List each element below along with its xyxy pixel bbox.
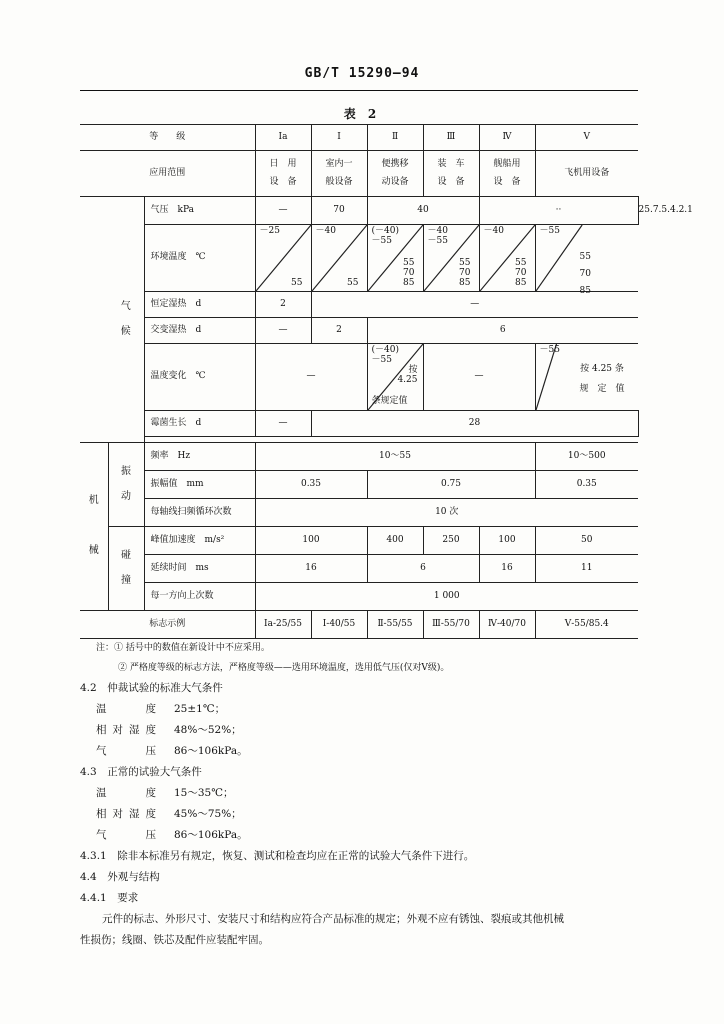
condition-value: 86～106kPa。 [174, 829, 248, 841]
table-row [80, 344, 638, 411]
vib-freq-value: 10～55 [255, 443, 535, 471]
ambient-high: 55 [347, 278, 359, 289]
table-row [80, 443, 638, 471]
table-row [80, 411, 638, 437]
condition-value: 25±1℃； [174, 703, 226, 715]
vib-amp-value: 0.35 [535, 471, 638, 499]
steady-heat-label: 恒定湿热 d [144, 292, 255, 318]
mech-group-label: 机 械 [80, 443, 108, 611]
temp-change-low: (－40) －55 [371, 345, 399, 365]
shock-count-value: 1 000 [255, 583, 638, 611]
ambient-temp-cell [535, 225, 638, 297]
condition-label: 相对湿度 [96, 808, 156, 820]
clause-text: 4.3.1 除非本标准另有规定，恢复、测试和检查均应在正常的试验大气条件下进行。 [80, 850, 475, 862]
condition-value: 45%～75%； [174, 808, 242, 820]
pressure-value: — [255, 197, 311, 225]
cyclic-heat-value: — [255, 318, 311, 344]
ambient-high: 55 70 85 [515, 258, 527, 289]
temp-change-ref-tail: 条规定值 [371, 395, 408, 406]
temp-change-low: －55 [539, 345, 560, 355]
cyclic-heat-value: 2 [311, 318, 367, 344]
marking-value: Ⅴ-55/85.4 [535, 611, 638, 639]
vib-amp-value: 0.75 [367, 471, 535, 499]
ambient-low: －40 [483, 226, 504, 236]
ambient-temp-cell [367, 225, 423, 292]
table-row [80, 499, 638, 527]
marking-value: Ⅰ-40/55 [311, 611, 367, 639]
condition-label: 气压 [96, 745, 156, 757]
vib-freq-label: 频率 Hz [144, 443, 255, 471]
ambient-low: (－40) －55 [371, 226, 399, 246]
table-row [80, 611, 638, 639]
mold-label: 霉菌生长 d [144, 411, 255, 437]
mold-value: — [255, 411, 311, 437]
scope-label: 应用范围 [80, 151, 255, 197]
shock-dur-value: 16 [255, 555, 367, 583]
scope-6: 飞机用设备 [535, 151, 638, 197]
pressure-label: 气压 kPa [144, 197, 255, 225]
marking-value: Ⅲ-55/70 [423, 611, 479, 639]
table-note: 注：① 括号中的数值在新设计中不应采用。 [96, 643, 270, 653]
ambient-temp-cell [423, 225, 479, 292]
table-row [80, 125, 638, 151]
table-note: ② 严格度等级的标志方法，严格度等级——选用环境温度，选用低气压(仅对Ⅴ级)。 [118, 663, 450, 673]
pressure-value: ·· [479, 197, 638, 225]
steady-heat-value: — [311, 292, 638, 318]
condition-label: 温度 [96, 787, 156, 799]
temp-change-cell [367, 344, 423, 411]
marking-value: Ⅰa-25/55 [255, 611, 311, 639]
section-heading: 4.4 外观与结构 [80, 871, 160, 883]
table-row [80, 471, 638, 499]
cyclic-heat-value: 6 [367, 318, 638, 344]
climate-group-label: 气 候 [108, 197, 144, 443]
marking-value: Ⅳ-40/70 [479, 611, 535, 639]
section-heading: 4.4.1 要求 [80, 892, 139, 904]
table-caption: 表 2 [343, 107, 381, 121]
shock-accel-value: 50 [535, 527, 638, 555]
condition-row [96, 722, 242, 737]
condition-row [96, 827, 248, 842]
condition-row [96, 743, 248, 758]
cyclic-heat-label: 交变湿热 d [144, 318, 255, 344]
shock-accel-value: 250 [423, 527, 479, 555]
table-row [80, 555, 638, 583]
section-heading: 4.3 正常的试验大气条件 [80, 766, 202, 778]
shock-label: 碰 撞 [108, 527, 144, 611]
section-heading: 4.2 仲裁试验的标准大气条件 [80, 682, 223, 694]
table-row [80, 318, 638, 344]
condition-label: 相对湿度 [96, 724, 156, 736]
marking-label: 标志示例 [80, 611, 255, 639]
scope-2: 室内一 般设备 [311, 151, 367, 197]
shock-accel-label: 峰值加速度 m/s² [144, 527, 255, 555]
ambient-temp-label: 环境温度 ℃ [144, 225, 255, 292]
shock-accel-value: 100 [479, 527, 535, 555]
ambient-low: －25 [259, 226, 280, 236]
table-row [80, 225, 638, 292]
temp-change-ref: 按 4.25 条 规 定 值 [579, 364, 625, 394]
ambient-high: 55 70 85 [579, 252, 591, 297]
ambient-high: 55 [291, 278, 303, 289]
condition-value: 15～35℃； [174, 787, 234, 799]
marking-value: Ⅱ-55/55 [367, 611, 423, 639]
body-text: 元件的标志、外形尺寸、安装尺寸和结构应符合产品标准的规定；外观不应有锈蚀、裂痕或其他机械 [102, 913, 564, 925]
shock-accel-value: 100 [255, 527, 367, 555]
ambient-low: －40 －55 [427, 226, 448, 246]
steady-heat-value: 2 [255, 292, 311, 318]
ambient-high: 55 70 85 [403, 258, 415, 289]
table-row [80, 527, 638, 555]
grade-2: Ⅰ [311, 125, 367, 151]
shock-dur-value: 11 [535, 555, 638, 583]
grade-1: Ⅰa [255, 125, 311, 151]
vib-amp-label: 振幅值 mm [144, 471, 255, 499]
pressure-value: 70 [311, 197, 367, 225]
condition-row [96, 701, 225, 716]
vibration-label: 振 动 [108, 443, 144, 527]
scope-4: 装 车 设 备 [423, 151, 479, 197]
temp-change-value: — [255, 344, 367, 411]
scope-1: 日 用 设 备 [255, 151, 311, 197]
grade-5: Ⅳ [479, 125, 535, 151]
table-row: 气 候 气压 kPa — 70 40 ·· 25.7.5.4.2.1 [80, 197, 638, 225]
condition-value: 86～106kPa。 [174, 745, 248, 757]
severity-table [80, 124, 693, 639]
shock-dur-label: 延续时间 ms [144, 555, 255, 583]
shock-accel-value: 400 [367, 527, 423, 555]
vib-amp-value: 0.35 [255, 471, 367, 499]
shock-dur-value: 16 [479, 555, 535, 583]
grade-3: Ⅱ [367, 125, 423, 151]
mold-value: 28 [311, 411, 638, 437]
vib-cycles-value: 10 次 [255, 499, 638, 527]
ambient-temp-cell [311, 225, 367, 292]
vib-freq-value: 10～500 [535, 443, 638, 471]
scope-3: 便携移 动设备 [367, 151, 423, 197]
ambient-temp-cell [255, 225, 311, 292]
standard-header: GB/T 15290—94 [304, 66, 420, 81]
temp-change-value: — [423, 344, 535, 411]
temp-change-label: 温度变化 ℃ [144, 344, 255, 411]
body-text: 性损伤；线圈、铁芯及配件应装配牢固。 [80, 934, 269, 946]
condition-label: 温度 [96, 703, 156, 715]
table-row [80, 151, 638, 197]
grade-6: Ⅴ [535, 125, 638, 151]
ambient-low: －40 [315, 226, 336, 236]
table-row [80, 583, 638, 611]
shock-count-label: 每一方向上次数 [144, 583, 255, 611]
grade-label: 等 级 [80, 125, 255, 151]
vib-cycles-label: 每轴线扫频循环次数 [144, 499, 255, 527]
pressure-value: 40 [367, 197, 479, 225]
scope-5: 舰船用 设 备 [479, 151, 535, 197]
condition-value: 48%～52%； [174, 724, 242, 736]
temp-change-cell [535, 344, 638, 411]
ambient-low: －55 [539, 226, 560, 236]
ambient-high: 55 70 85 [459, 258, 471, 289]
shock-dur-value: 6 [367, 555, 479, 583]
header-rule [80, 90, 638, 91]
condition-row [96, 806, 242, 821]
condition-row [96, 785, 233, 800]
table-row [80, 292, 638, 318]
temp-change-ref: 按 4.25 [397, 365, 418, 385]
ambient-temp-cell [479, 225, 535, 292]
condition-label: 气压 [96, 829, 156, 841]
grade-4: Ⅲ [423, 125, 479, 151]
